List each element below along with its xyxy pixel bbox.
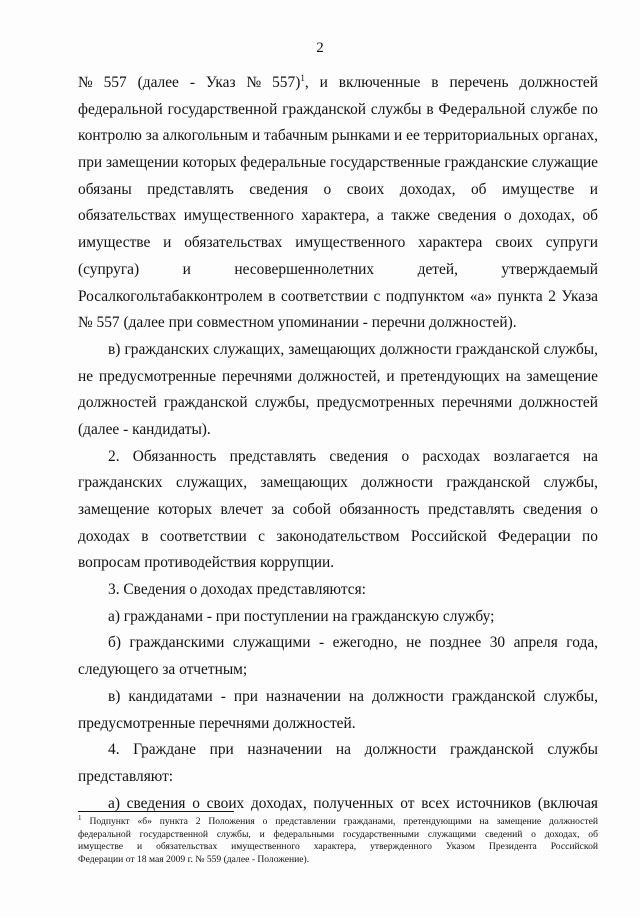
footnote-line: Федерации от 18 мая 2009 г. № 559 (далее - Положение). <box>78 853 310 865</box>
text-line: (далее - кандидаты). <box>78 420 211 438</box>
footnote-marker: 1 <box>78 813 82 822</box>
text-line: гражданских служащих, замещающих должности гражданской службы, <box>78 474 598 492</box>
text-line: а) сведения о своих доходах, полученных от всех источников (включая <box>108 794 598 812</box>
footnote-line: $^1$ Подпункт «б» пункта 2 Положения о представлении гражданами, претендующими на замещение должностей <box>78 813 598 827</box>
text-line: (супруга) и несовершеннолетних детей, утверждаемый <box>78 260 598 278</box>
text-line: не предусмотренные перечнями должностей, и претендующих на замещение <box>78 367 598 385</box>
page-number: 2 <box>316 40 324 56</box>
text-line: № 557 (далее при совместном упоминании - перечни должностей). <box>78 314 517 332</box>
text-line: доходах в соответствии с законодательством Российской Федерации по <box>78 527 598 545</box>
text-line: должностей гражданской службы, предусмотренных перечнями должностей <box>78 394 598 412</box>
text-line: Росалкогольтабакконтролем в соответствии с подпунктом «а» пункта 2 Указа <box>78 287 598 305</box>
text-line: б) гражданскими служащими - ежегодно, не позднее 30 апреля года, <box>108 634 598 652</box>
text-line: имуществе и обязательствах имущественного характера своих супруги <box>78 234 598 252</box>
text-line: № 557 (далее - Указ № 557)$^1$, и включенные в перечень должностей <box>78 72 598 91</box>
footnote <box>78 813 598 866</box>
text-line: в) кандидатами - при назначении на должности гражданской службы, <box>108 687 598 705</box>
text-line: федеральной государственной гражданской службы в Федеральной службе по <box>78 100 598 118</box>
text-line: предусмотренные перечнями должностей. <box>78 714 356 732</box>
text-line: обязаны представлять сведения о своих доходах, об имуществе и <box>78 180 598 198</box>
text-line: представляют: <box>78 767 174 785</box>
text-line: следующего за отчетным; <box>78 661 248 679</box>
text-line: при замещении которых федеральные государственные гражданские служащие <box>78 154 598 172</box>
text-line: замещение которых влечет за собой обязанность представлять сведения о <box>78 501 598 518</box>
footnote-separator <box>78 811 234 812</box>
text-line: 2. Обязанность представлять сведения о расходах возлагается на <box>108 447 598 465</box>
text-line: в) гражданских служащих, замещающих должности гражданской службы, <box>108 340 598 358</box>
footnote-line: федеральной государственной службы, и федеральными государственными служащими сведений о доходах, об <box>78 828 598 840</box>
text-line: 3. Сведения о доходах представляются: <box>108 581 366 599</box>
footnote-reference: 1 <box>300 72 305 83</box>
body-text <box>78 70 598 817</box>
text-line: контролю за алкогольным и табачным рынками и ее территориальных органах, <box>78 127 598 145</box>
footnote-line: имуществе и обязательствах имущественного характера, утвержденного Указом Президента Российской <box>78 841 598 852</box>
text-line: вопросам противодействия коррупции. <box>78 554 335 572</box>
text-line: 4. Граждане при назначении на должности гражданской службы <box>108 741 598 759</box>
text-line: обязательствах имущественного характера, а также сведения о доходах, об <box>78 207 598 225</box>
text-line: а) гражданами - при поступлении на гражданскую службу; <box>108 607 495 625</box>
